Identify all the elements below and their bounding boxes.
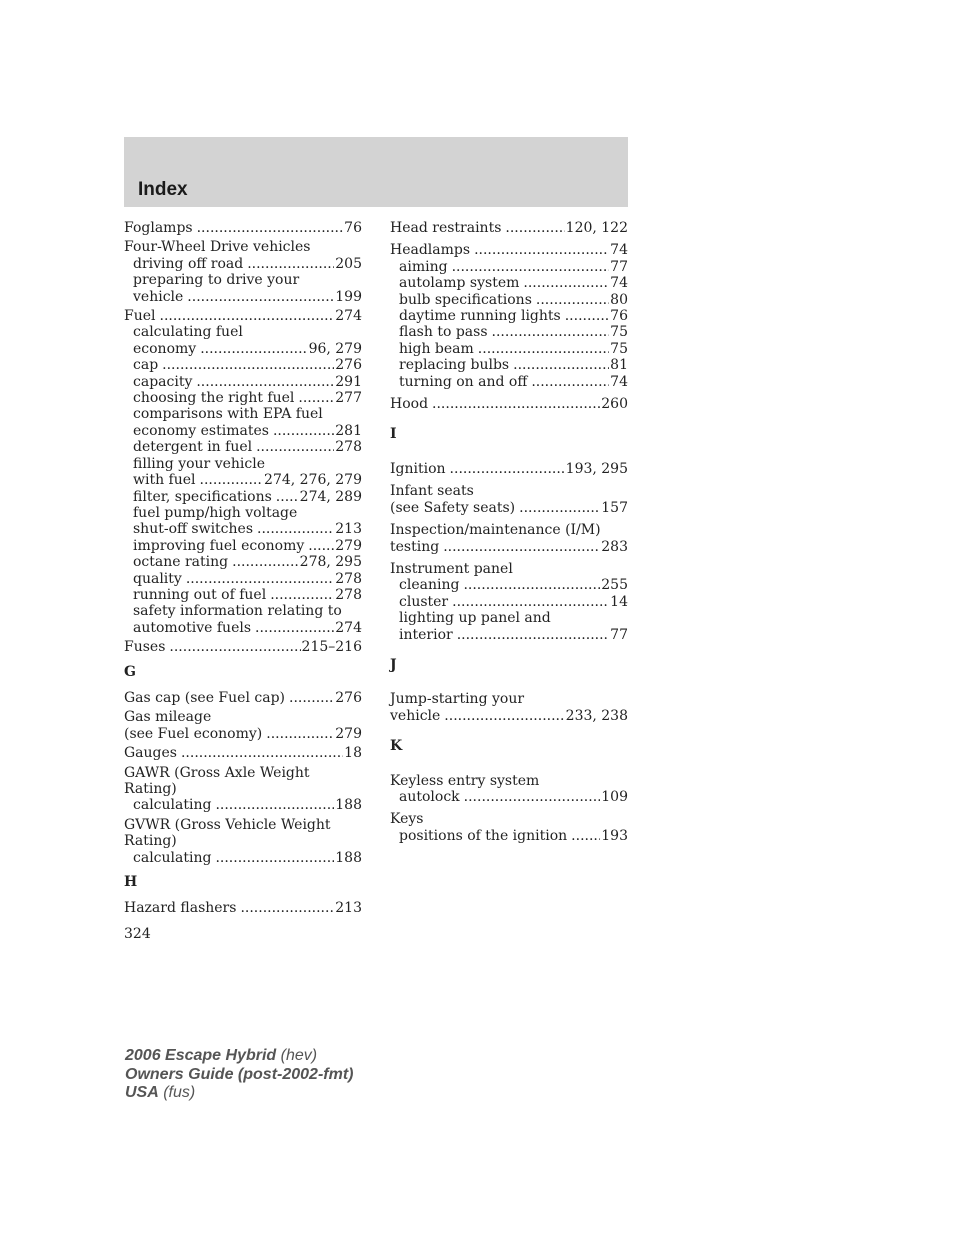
dot-leader: [200, 472, 264, 488]
index-entry-line: [124, 833, 362, 849]
index-entry-line: [390, 773, 628, 789]
entry-label: turning on and off: [399, 373, 528, 390]
entry-label: Rating): [124, 781, 177, 797]
entry-label: positions of the ignition: [399, 827, 568, 844]
page-reference: 278: [335, 439, 362, 456]
entry-label: (see Fuel economy): [124, 725, 263, 742]
footer-market: USA: [125, 1084, 159, 1101]
page-reference: 276: [335, 357, 362, 374]
dot-leader: [215, 797, 334, 813]
entry-label: cluster: [399, 593, 449, 610]
entry-label: safety information relating to: [133, 603, 342, 620]
index-subentry: [124, 406, 362, 422]
dot-leader: [443, 539, 600, 555]
page-reference: 76: [344, 220, 362, 236]
index-entry: [124, 308, 362, 636]
dot-leader: [464, 789, 601, 805]
entry-label: daytime running lights: [399, 308, 561, 325]
page-reference: 96, 279: [308, 340, 362, 357]
index-entry: [124, 900, 362, 916]
dot-leader: [197, 220, 344, 236]
entry-label: economy: [133, 340, 197, 357]
index-subentry: [124, 423, 362, 439]
dot-leader: [457, 627, 609, 643]
page-reference: 77: [610, 626, 628, 643]
index-entry: [390, 522, 628, 555]
entry-label: Gas cap (see Fuel cap): [124, 689, 285, 706]
index-subentry: [124, 272, 362, 288]
page-reference: 278: [335, 570, 362, 587]
entry-label: bulb specifications: [399, 291, 532, 308]
index-subentry: [124, 390, 362, 406]
entry-label: Infant seats: [390, 483, 474, 500]
index-entry-line: [390, 708, 628, 724]
entry-label: high beam: [399, 340, 474, 357]
dot-leader: [215, 850, 334, 866]
dot-leader: [187, 289, 334, 305]
index-entry-line: [124, 709, 362, 725]
entry-label: Keys: [390, 811, 424, 828]
index-column-right: [390, 220, 628, 850]
entry-label: Jump-starting your: [390, 691, 525, 708]
index-entry-line: [390, 522, 628, 538]
page-reference: 77: [610, 258, 628, 275]
page-reference: 76: [610, 308, 628, 325]
dot-leader: [513, 357, 609, 373]
index-column-left: [124, 220, 362, 920]
entry-label: detergent in fuel: [133, 439, 253, 456]
index-entry-line: [124, 765, 362, 781]
index-entry: [390, 461, 628, 477]
index-entry: [124, 709, 362, 742]
entry-label: Head restraints: [390, 220, 502, 236]
section-letter: G: [124, 663, 136, 680]
entry-label: Hazard flashers: [124, 900, 237, 917]
entry-label: interior: [399, 626, 453, 643]
entry-label: testing: [390, 538, 440, 555]
page-reference: 260: [601, 396, 628, 413]
page-reference: 291: [335, 373, 362, 390]
entry-label: lighting up panel and: [399, 610, 551, 627]
footer-model-code: (hev): [276, 1047, 318, 1064]
index-subentry: [124, 538, 362, 554]
index-subentry: [124, 357, 362, 373]
dot-leader: [474, 242, 609, 258]
dot-leader: [478, 341, 609, 357]
page-reference: 18: [344, 745, 362, 762]
entry-label: automotive fuels: [133, 619, 252, 636]
index-entry-line: [390, 691, 628, 707]
entry-label: autolamp system: [399, 275, 520, 292]
index-subentry: [390, 341, 628, 357]
page-reference: 74: [610, 242, 628, 259]
index-entry: [390, 483, 628, 516]
index-subentry: [124, 489, 362, 505]
entry-label: calculating: [133, 797, 212, 814]
index-entry-line: [124, 900, 362, 916]
page-reference: 274: [335, 619, 362, 636]
page-reference: 188: [335, 849, 362, 866]
entry-label: Rating): [124, 833, 177, 850]
entry-label: vehicle: [390, 707, 441, 724]
entry-label: filter, specifications: [133, 488, 272, 505]
page-reference: 278, 295: [299, 554, 362, 571]
page-reference: 120, 122: [565, 220, 628, 236]
index-subentry: [390, 275, 628, 291]
index-entry-line: [124, 220, 362, 236]
index-subentry: [124, 797, 362, 813]
page-reference: 193, 295: [565, 460, 628, 477]
entry-label: Gauges: [124, 745, 177, 762]
index-entry: [390, 561, 628, 643]
dot-leader: [240, 900, 334, 916]
dot-leader: [196, 374, 334, 390]
index-entry: [390, 396, 628, 412]
entry-label: Instrument panel: [390, 560, 513, 577]
index-subentry: [124, 620, 362, 636]
index-entry: [390, 242, 628, 390]
index-subentry: [390, 374, 628, 390]
page-reference: 199: [335, 288, 362, 305]
index-subentry: [124, 587, 362, 603]
page-reference: 213: [335, 900, 362, 917]
index-entry: [124, 239, 362, 305]
dot-leader: [160, 308, 335, 324]
index-subentry: [390, 259, 628, 275]
entry-label: Fuel: [124, 308, 156, 325]
index-entry-line: [390, 539, 628, 555]
entry-label: Headlamps: [390, 242, 471, 259]
entry-label: capacity: [133, 373, 193, 390]
entry-label: GVWR (Gross Vehicle Weight: [124, 816, 331, 833]
entry-label: GAWR (Gross Axle Weight: [124, 764, 310, 781]
index-subentry: [390, 308, 628, 324]
page-number: 324: [124, 926, 151, 942]
index-entry: [124, 690, 362, 706]
dot-leader: [181, 745, 343, 761]
entry-label: flash to pass: [399, 324, 488, 341]
page-reference: 274: [335, 308, 362, 325]
page-reference: 233, 238: [565, 707, 628, 724]
entry-label: calculating fuel: [133, 324, 243, 341]
page-reference: 281: [335, 422, 362, 439]
index-subentry: [390, 357, 628, 373]
index-entry-line: [124, 239, 362, 255]
section-letter: J: [390, 656, 397, 673]
dot-leader: [255, 620, 334, 636]
index-entry-line: [124, 745, 362, 761]
index-subentry: [390, 627, 628, 643]
dot-leader: [270, 587, 334, 603]
index-subentry: [124, 289, 362, 305]
dot-leader: [200, 341, 307, 357]
index-subentry: [124, 571, 362, 587]
index-subentry: [390, 577, 628, 593]
footer-guide: Owners Guide (post-2002-fmt): [125, 1065, 354, 1083]
entry-label: preparing to drive your: [133, 272, 300, 289]
entry-label: improving fuel economy: [133, 537, 305, 554]
index-entry-line: [124, 308, 362, 324]
page-reference: 277: [335, 390, 362, 407]
index-entry-line: [390, 242, 628, 258]
index-subentry: [124, 603, 362, 619]
page-reference: 75: [610, 340, 628, 357]
dot-leader: [273, 423, 334, 439]
entry-label: choosing the right fuel: [133, 390, 295, 407]
entry-label: Foglamps: [124, 220, 193, 236]
dot-leader: [266, 726, 334, 742]
index-subentry: [390, 594, 628, 610]
index-entry-line: [124, 690, 362, 706]
dot-leader: [256, 439, 334, 455]
index-subentry: [390, 324, 628, 340]
index-entry-line: [124, 817, 362, 833]
index-entry-line: [390, 561, 628, 577]
page-reference: 75: [610, 324, 628, 341]
page-reference: 81: [610, 357, 628, 374]
index-subentry: [390, 789, 628, 805]
dot-leader: [519, 500, 600, 516]
page-reference: 74: [610, 275, 628, 292]
page-reference: 157: [601, 499, 628, 516]
footer-model: 2006 Escape Hybrid: [125, 1047, 277, 1064]
index-entry: [124, 745, 362, 761]
index-entry-line: [390, 220, 628, 236]
index-entry: [390, 691, 628, 724]
index-entry: [390, 220, 628, 236]
index-entry: [390, 773, 628, 806]
dot-leader: [463, 577, 600, 593]
entry-label: Four-Wheel Drive vehicles: [124, 239, 311, 256]
dot-leader: [565, 308, 609, 324]
dot-leader: [536, 292, 609, 308]
index-entry-line: [390, 500, 628, 516]
index-entry-line: [390, 811, 628, 827]
entry-label: with fuel: [133, 472, 196, 489]
index-subentry: [124, 472, 362, 488]
document-footer: [125, 1047, 353, 1103]
page-reference: 74: [610, 373, 628, 390]
page-reference: 283: [601, 538, 628, 555]
index-subentry: [124, 521, 362, 537]
dot-leader: [247, 256, 334, 272]
index-subentry: [390, 828, 628, 844]
index-entry-line: [390, 461, 628, 477]
page-reference: 279: [335, 725, 362, 742]
index-entry: [124, 765, 362, 814]
page-reference: 80: [610, 291, 628, 308]
page-reference: 14: [610, 593, 628, 610]
entry-label: Inspection/maintenance (I/M): [390, 522, 601, 539]
entry-label: shut-off switches: [133, 521, 253, 538]
index-entry-line: [124, 726, 362, 742]
dot-leader: [169, 639, 300, 655]
index-subentry: [124, 439, 362, 455]
index-subentry: [124, 324, 362, 340]
index-subentry: [124, 374, 362, 390]
entry-label: Fuses: [124, 639, 166, 656]
dot-leader: [531, 374, 609, 390]
dot-leader: [232, 554, 299, 570]
index-entry-line: [124, 639, 362, 655]
entry-label: running out of fuel: [133, 586, 267, 603]
index-entry: [124, 639, 362, 655]
section-letter: K: [390, 738, 403, 755]
entry-label: octane rating: [133, 554, 229, 571]
entry-label: Keyless entry system: [390, 772, 540, 789]
entry-label: vehicle: [133, 288, 184, 305]
page-title: Index: [138, 179, 188, 200]
dot-leader: [289, 690, 334, 706]
section-letter: I: [390, 426, 397, 443]
index-subentry: [124, 505, 362, 521]
dot-leader: [505, 220, 564, 236]
index-entry-line: [390, 396, 628, 412]
entry-label: cleaning: [399, 577, 460, 594]
page-reference: 215–216: [301, 639, 362, 656]
index-subentry: [124, 341, 362, 357]
page-reference: 213: [335, 521, 362, 538]
page-reference: 188: [335, 797, 362, 814]
index-entry: [390, 811, 628, 844]
page-reference: 274, 289: [299, 488, 362, 505]
index-subentry: [124, 850, 362, 866]
entry-label: aiming: [399, 258, 448, 275]
header-band: [124, 137, 628, 207]
dot-leader: [298, 390, 334, 406]
entry-label: Gas mileage: [124, 709, 212, 726]
entry-label: Hood: [390, 396, 429, 413]
dot-leader: [444, 708, 564, 724]
entry-label: comparisons with EPA fuel: [133, 406, 323, 423]
index-entry: [124, 817, 362, 866]
page-reference: 109: [601, 788, 628, 805]
entry-label: driving off road: [133, 255, 244, 272]
dot-leader: [492, 324, 610, 340]
dot-leader: [276, 489, 299, 505]
page-reference: 193: [601, 827, 628, 844]
dot-leader: [571, 828, 600, 844]
section-letter: H: [124, 874, 138, 891]
dot-leader: [523, 275, 609, 291]
dot-leader: [186, 571, 334, 587]
entry-label: (see Safety seats): [390, 499, 516, 516]
entry-label: economy estimates: [133, 422, 269, 439]
entry-label: Ignition: [390, 460, 446, 477]
dot-leader: [452, 594, 609, 610]
entry-label: calculating: [133, 849, 212, 866]
page-reference: 278: [335, 586, 362, 603]
dot-leader: [308, 538, 334, 554]
page-reference: 274, 276, 279: [264, 472, 362, 489]
index-subentry: [390, 610, 628, 626]
entry-label: cap: [133, 357, 159, 374]
dot-leader: [257, 521, 334, 537]
footer-market-code: (fus): [158, 1084, 196, 1101]
dot-leader: [162, 357, 334, 373]
entry-label: fuel pump/high voltage: [133, 504, 298, 521]
index-entry-line: [390, 483, 628, 499]
page-reference: 276: [335, 689, 362, 706]
page-reference: 205: [335, 255, 362, 272]
entry-label: filling your vehicle: [133, 455, 265, 472]
page-reference: 255: [601, 577, 628, 594]
entry-label: autolock: [399, 788, 460, 805]
dot-leader: [432, 396, 600, 412]
index-subentry: [124, 256, 362, 272]
index-entry-line: [124, 781, 362, 797]
entry-label: replacing bulbs: [399, 357, 510, 374]
index-subentry: [124, 456, 362, 472]
dot-leader: [452, 259, 610, 275]
page-reference: 279: [335, 537, 362, 554]
index-subentry: [390, 292, 628, 308]
index-entry: [124, 220, 362, 236]
index-subentry: [124, 554, 362, 570]
dot-leader: [450, 461, 565, 477]
entry-label: quality: [133, 570, 182, 587]
